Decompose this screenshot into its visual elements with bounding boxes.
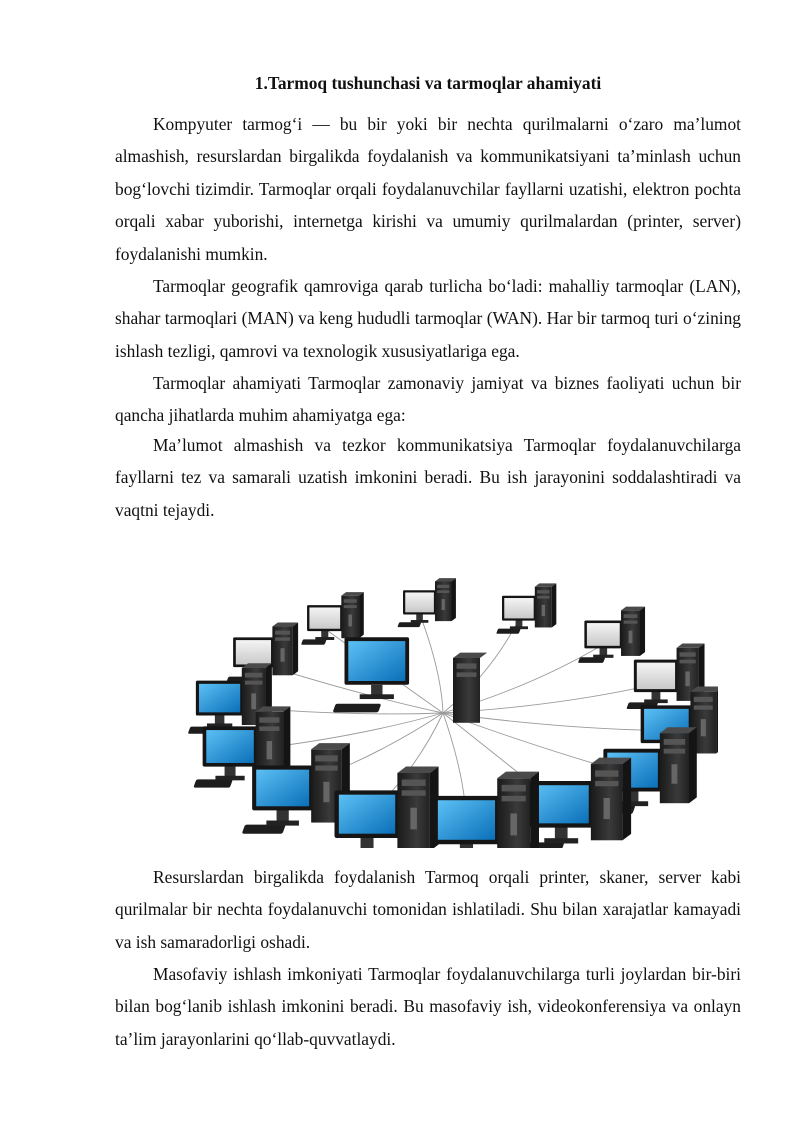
page-title: 1.Tarmoq tushunchasi va tarmoqlar ahamiyati <box>254 73 602 93</box>
computer-station-icon <box>422 772 539 848</box>
computer-ring-image <box>168 548 718 848</box>
computer-station-icon <box>578 607 645 663</box>
computer-station-icon <box>301 592 364 645</box>
paragraph-remote-work: Masofaviy ishlash imkoniyati Tarmoqlar foydalanuvchilarga turli joylardan bir-biri bilan bog‘lanib ishlash imkonini beradi. Bu masofaviy ish, videokonferensiya va onlayn ta’lim jarayonlarini qo‘llab-quvvatlaydi. <box>115 964 741 1049</box>
computer-station-icon <box>496 583 556 633</box>
paragraph-network-types: Tarmoqlar geografik qamroviga qarab turlicha bo‘ladi: mahalliy tarmoqlar (LAN), shahar tarmoqlari (MAN) va keng hududli tarmoqlar (WAN). Har bir tarmoq turi o‘zining ishlash tezligi, qamrovi va texnologik xususiyatlariga ega. <box>115 276 741 361</box>
paragraph-shared-resources: Resurslardan birgalikda foydalanish Tarmoq orqali printer, skaner, server kabi qurilmalar bir nechta foydalanuvchi tomonidan ishlatiladi. Shu bilan xarajatlar kamayadi va ish samaradorligi oshadi. <box>115 867 741 952</box>
paragraph-definition: Kompyuter tarmog‘i — bu bir yoki bir nechta qurilmalarni o‘zaro ma’lumot almashish, resurslardan birgalikda foydalanish va kommunikatsiyani ta’minlash uchun bog‘lovchi tizimdir. Tarmoqlar orqali foydalanuvchilar fayllarni uzatishi, elektron pochta orqali xabar yuborishi, internetga kirishi va umumiy qurilmalardan (printer, server) foydalanishi mumkin. <box>115 114 741 264</box>
computer-station-icon <box>397 578 456 627</box>
paragraph-importance: Tarmoqlar ahamiyati Tarmoqlar zamonaviy jamiyat va biznes faoliyati uchun bir qancha jihatlarda muhim ahamiyatga ega: <box>115 373 741 426</box>
paragraph-data-exchange: Ma’lumot almashish va tezkor kommunikatsiya Tarmoqlar foydalanuvchilarga fayllarni tez va samarali uzatish imkonini beradi. Bu ish jarayonini soddalashtiradi va vaqtni tejaydi. <box>115 435 741 520</box>
network-illustration <box>168 548 718 848</box>
central-tower-icon <box>453 653 487 723</box>
central-computer-icon <box>333 637 410 712</box>
